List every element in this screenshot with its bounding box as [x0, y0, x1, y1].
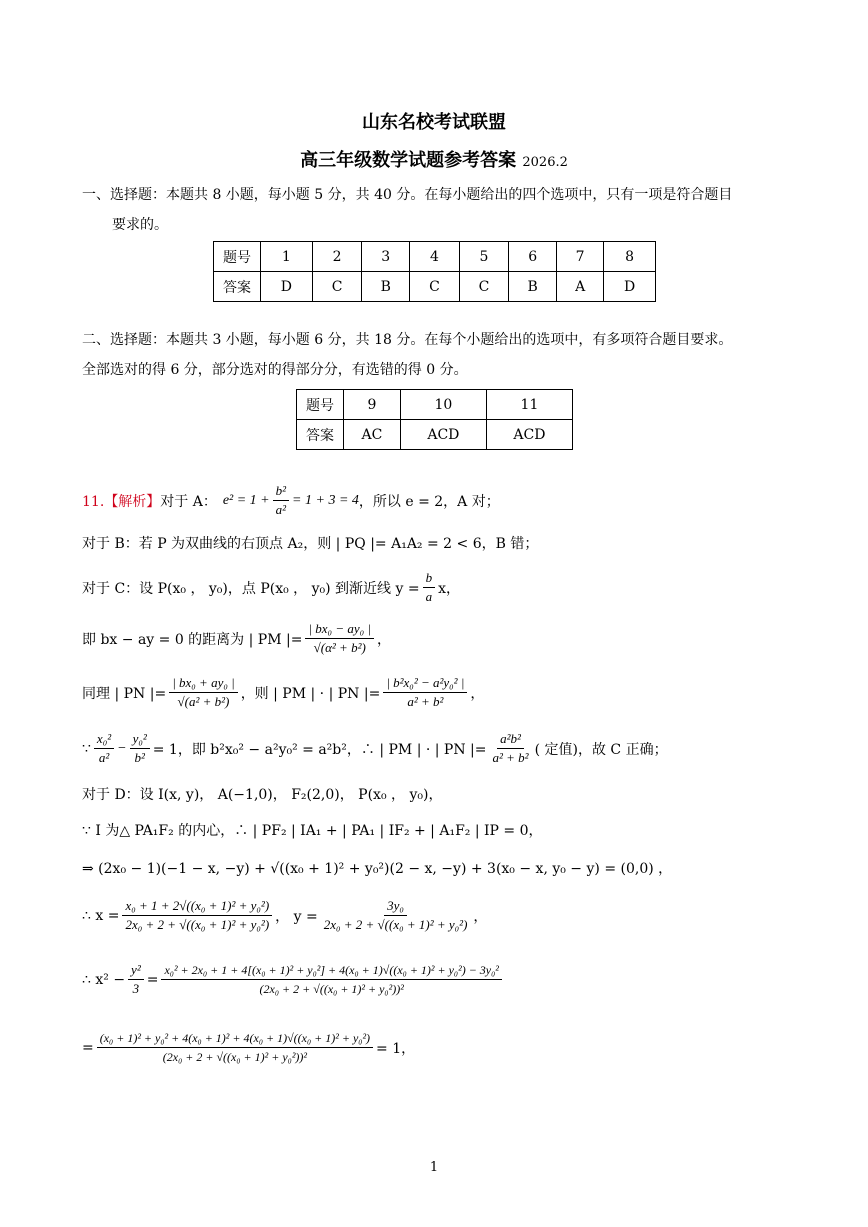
table-row	[297, 420, 573, 450]
line-text: ，	[473, 908, 488, 925]
denominator: √(α² + b²)	[313, 640, 366, 655]
line-text: ，所以 e = 2，A 对；	[358, 493, 500, 510]
numerator: b²	[273, 483, 289, 501]
solution-line-j	[82, 898, 487, 933]
numerator: y₀²	[130, 731, 150, 749]
line-text: =	[146, 971, 159, 988]
fraction	[321, 898, 471, 933]
solution-line-a	[82, 483, 500, 518]
table-cell: 6	[509, 242, 557, 272]
solution-line-e	[82, 675, 484, 710]
denominator: 2x₀ + 2 + √((x₀ + 1)² + y₀²)	[323, 917, 468, 932]
math-expr: e² = 1 +	[222, 492, 270, 508]
fraction	[490, 731, 532, 766]
denominator: (2x₀ + 2 + √((x₀ + 1)² + y₀²))²	[259, 982, 404, 996]
solution-line-c	[82, 570, 460, 605]
line-text: ( 定值)，故 C 正确；	[534, 741, 668, 758]
numerator: x₀²	[94, 731, 114, 749]
numerator: | bx₀ − ay₀ |	[305, 621, 374, 639]
page-subtitle	[0, 146, 868, 172]
fraction	[305, 621, 374, 656]
line-text: ，	[470, 685, 485, 702]
denominator: a² + b²	[492, 750, 529, 765]
line-text: = 1，即 b²x₀² − a²y₀² = a²b²，∴ | PM | · | PN |=	[152, 741, 487, 758]
line-text: ，	[376, 631, 391, 648]
fraction	[423, 570, 436, 605]
page-number: 1	[429, 1160, 439, 1175]
numerator: 3y₀	[384, 898, 407, 916]
fraction	[383, 675, 467, 710]
section1-answer-table	[213, 241, 656, 302]
table-cell: 3	[362, 242, 410, 272]
numerator: | b²x₀² − a²y₀² |	[383, 675, 467, 693]
table-cell: 1	[261, 242, 313, 272]
line-text: =	[82, 1039, 94, 1056]
line-text: 对于 B：若 P 为双曲线的右顶点 A₂，则 | PQ |= A₁A₂ = 2 < 6，B 错；	[82, 536, 539, 552]
row-label: 题号	[297, 390, 344, 420]
line-text: 对于 C：设 P(x₀ ， y₀)，点 P(x₀ ， y₀) 到渐近线 y =	[82, 580, 420, 597]
line-text: ⇒ (2x₀ − 1)(−1 − x, −y) + √((x₀ + 1)² + y₀²)(2 − x, −y) + 3(x₀ − x, y₀ − y) = (0,0) ，	[82, 861, 673, 877]
line-text: ∵ I 为△ PA₁F₂ 的内心，∴ | PF₂ | IA₁ + | PA₁ | IF₂ + | A₁F₂ | IP = 0，	[82, 823, 543, 839]
denominator: a	[425, 589, 433, 604]
table-cell: 9	[344, 390, 401, 420]
table-cell: AC	[344, 420, 401, 450]
numerator: x₀ + 1 + 2√((x₀ + 1)² + y₀²)	[122, 898, 272, 916]
subtitle-text: 高三年级数学试题参考答案	[300, 150, 517, 171]
denominator: 2x₀ + 2 + √((x₀ + 1)² + y₀²)	[125, 917, 270, 932]
table-cell: B	[509, 272, 557, 302]
table-cell: 2	[312, 242, 362, 272]
table-cell: A	[557, 272, 604, 302]
table-cell: D	[261, 272, 313, 302]
numerator: y²	[128, 962, 144, 980]
section2-heading-line1: 二、选择题：本题共 3 小题，每小题 6 分，共 18 分。在每个小题给出的选项中，有多项符合题目要求。	[82, 332, 733, 348]
table-cell: D	[604, 272, 656, 302]
math-expr: = 1 + 3 = 4	[292, 492, 359, 508]
table-row	[297, 390, 573, 420]
section1-heading-line2: 要求的。	[112, 217, 168, 233]
table-cell: B	[362, 272, 410, 302]
denominator: √(a² + b²)	[177, 694, 230, 709]
line-text: = 1，	[376, 1040, 416, 1057]
fraction	[94, 731, 114, 766]
fraction	[130, 731, 150, 766]
numerator: x₀² + 2x₀ + 1 + 4[(x₀ + 1)² + y₀²] + 4(x₀ + 1)√((x₀ + 1)² + y₀²) − 3y₀²	[161, 962, 501, 980]
solution-line-f: ∵ $\frac{\text{x₀²}}{\text{a²}}$ − $\frac{\text{y₀²}}{\text{b²}}$ = 1，即 b²x₀² − a²y₀² = a²b²，∴ | PM | · | PN |= $\frac{\text{a²b²}}{\text{a² + b²}}$ ( 定值)，故 C 正确；	[82, 731, 668, 765]
fraction	[128, 962, 144, 997]
fraction	[169, 675, 238, 710]
page-title: 山东名校考试联盟	[362, 112, 506, 133]
solution-line-k	[82, 962, 505, 997]
fraction	[97, 1030, 373, 1065]
section2-heading	[82, 325, 786, 385]
table-cell: C	[459, 272, 509, 302]
line-text: 对于 D：设 I(x, y)， A(−1,0)， F₂(2,0)， P(x₀ ， y₀)，	[82, 787, 443, 803]
solution-line-h	[82, 820, 543, 840]
line-text: ∴ x² −	[82, 971, 126, 988]
denominator: b²	[134, 750, 145, 765]
solution-line-l	[82, 1030, 415, 1065]
table-cell: C	[312, 272, 362, 302]
fraction	[161, 962, 501, 997]
table-cell: 10	[400, 390, 486, 420]
line-text: 对于 A：	[160, 493, 217, 510]
denominator: a² + b²	[407, 694, 444, 709]
table-cell: C	[410, 272, 460, 302]
line-text: ∵	[82, 740, 91, 757]
section2-answer-table	[296, 389, 573, 450]
table-cell: 7	[557, 242, 604, 272]
solution-line-d	[82, 621, 391, 656]
section2-heading-line2: 全部选对的得 6 分，部分选对的得部分分，有选错的得 0 分。	[82, 362, 468, 378]
numerator: (x₀ + 1)² + y₀² + 4(x₀ + 1)² + 4(x₀ + 1)√((x₀ + 1)² + y₀²)	[97, 1030, 373, 1048]
solution-line-b	[82, 533, 538, 553]
line-text: ，则 | PM | · | PN |=	[240, 685, 381, 702]
row-label: 答案	[214, 272, 261, 302]
fraction	[273, 483, 289, 518]
row-label: 答案	[297, 420, 344, 450]
table-cell: 11	[486, 390, 572, 420]
section1-heading-line1: 一、选择题：本题共 8 小题，每小题 5 分，共 40 分。在每小题给出的四个选项中，只有一项是符合题目	[82, 187, 733, 203]
table-row	[214, 272, 656, 302]
solution-line-g	[82, 784, 442, 804]
solution-line-i	[82, 858, 672, 878]
table-cell: 5	[459, 242, 509, 272]
denominator: a²	[98, 750, 110, 765]
table-cell: 4	[410, 242, 460, 272]
row-label: 题号	[214, 242, 261, 272]
numerator: a²b²	[497, 731, 524, 749]
line-text: x，	[438, 580, 461, 597]
table-cell: 8	[604, 242, 656, 272]
numerator: | bx₀ + ay₀ |	[169, 675, 238, 693]
line-text: ∴ x =	[82, 907, 120, 924]
numerator: b	[423, 570, 436, 588]
solution-tag: 11.【解析】	[82, 493, 161, 510]
denominator: 3	[132, 981, 140, 996]
subtitle-date: 2026.2	[522, 155, 568, 170]
line-text: 同理 | PN |=	[82, 685, 167, 702]
section1-heading	[82, 180, 786, 240]
table-cell: ACD	[400, 420, 486, 450]
fraction	[122, 898, 272, 933]
table-row	[214, 242, 656, 272]
denominator: a²	[275, 502, 287, 517]
denominator: (2x₀ + 2 + √((x₀ + 1)² + y₀²))²	[162, 1050, 308, 1064]
table-cell: ACD	[486, 420, 572, 450]
line-text: ， y =	[275, 908, 318, 925]
line-text: 即 bx − ay = 0 的距离为 | PM |=	[82, 631, 303, 648]
